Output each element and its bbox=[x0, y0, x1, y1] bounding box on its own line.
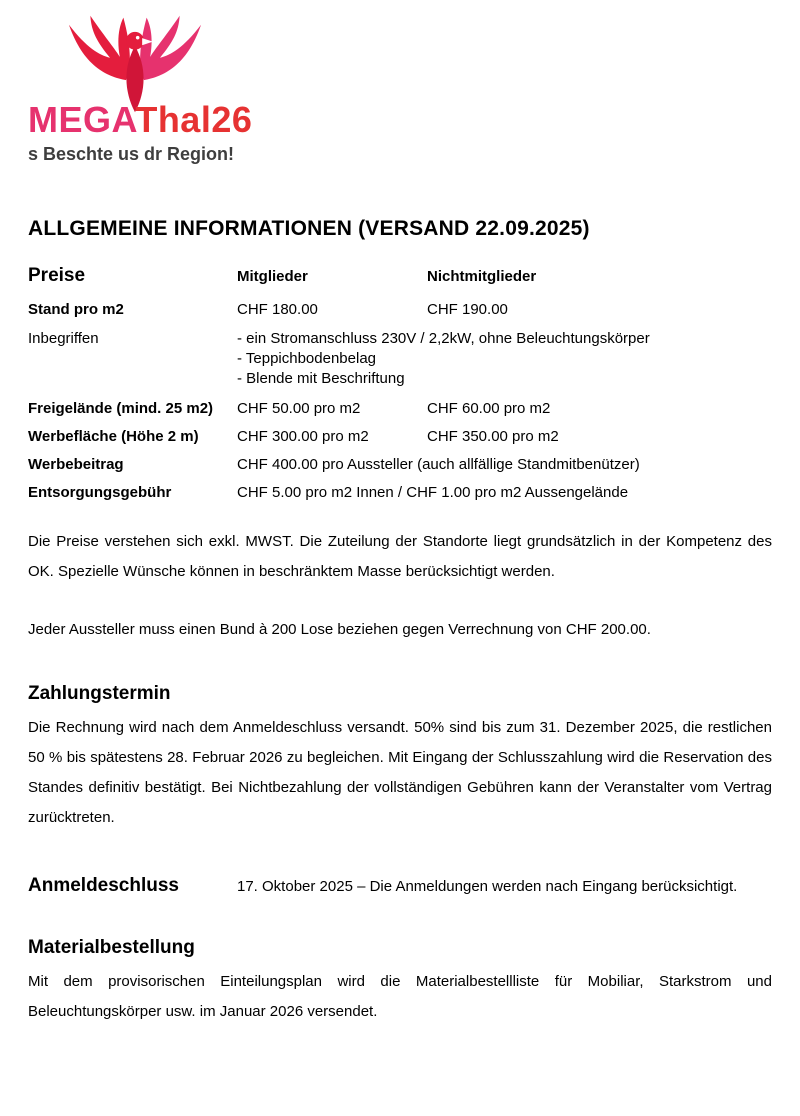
included-list bbox=[237, 329, 772, 389]
materialbestellung-text: Mit dem provisorischen Einteilungsplan wird die Materialbestellliste für Mobiliar, Starkstrom und Beleuchtungskörper usw. im Januar 2026 versendet. bbox=[28, 973, 772, 1020]
included-item: - ein Stromanschluss 230V / 2,2kW, ohne Beleuchtungskörper bbox=[237, 330, 650, 347]
brand-mega: MEGA bbox=[28, 99, 136, 140]
section-heading-materialbestellung: Materialbestellung bbox=[28, 937, 195, 958]
included-item: - Blende mit Beschriftung bbox=[237, 370, 405, 387]
table-row-werbebeitrag bbox=[28, 456, 772, 473]
price-members: CHF 50.00 pro m2 bbox=[237, 400, 361, 417]
eagle-right-wing bbox=[140, 16, 201, 80]
eagle-eye bbox=[136, 36, 140, 40]
brand-wordmark bbox=[28, 99, 772, 140]
price-label: Stand pro m2 bbox=[28, 301, 124, 318]
price-value: CHF 400.00 pro Aussteller (auch allfällige Standmitbenützer) bbox=[237, 456, 640, 473]
eagle-left-wing bbox=[69, 16, 130, 80]
price-label: Werbefläche (Höhe 2 m) bbox=[28, 428, 199, 445]
price-label: Freigelände (mind. 25 m2) bbox=[28, 400, 214, 417]
included-item: - Teppichbodenbelag bbox=[237, 350, 377, 367]
price-nonmembers: CHF 60.00 pro m2 bbox=[427, 400, 551, 417]
price-label: Inbegriffen bbox=[28, 330, 99, 347]
price-members: CHF 300.00 pro m2 bbox=[237, 428, 369, 445]
pricing-header-row bbox=[28, 265, 772, 287]
price-nonmembers: CHF 350.00 pro m2 bbox=[427, 428, 559, 445]
price-nonmembers: CHF 190.00 bbox=[427, 301, 508, 318]
brand-tagline: s Beschte us dr Region! bbox=[28, 144, 235, 164]
brand-thal26: Thal26 bbox=[135, 99, 253, 140]
table-row-stand bbox=[28, 301, 772, 318]
price-label: Werbebeitrag bbox=[28, 456, 124, 473]
price-members: CHF 180.00 bbox=[237, 301, 318, 318]
page-title: ALLGEMEINE INFORMATIONEN (VERSAND 22.09.2025) bbox=[28, 217, 590, 240]
eagle-head bbox=[126, 32, 144, 50]
zahlungstermin-text: Die Rechnung wird nach dem Anmeldeschluss versandt. 50% sind bis zum 31. Dezember 2025, die restlichen 50 % bis spätestens 28. Februar 2026 zu begleichen. Mit Eingang der Schlusszahlung wird die Reservation des Standes definitiv bestätigt. Bei Nichtbezahlung der vollständigen Gebühren kann der Veranstalter vom Vertrag zurücktreten. bbox=[28, 719, 772, 826]
column-header-mitglieder: Mitglieder bbox=[237, 268, 308, 285]
table-row-freigelaende bbox=[28, 400, 772, 417]
section-heading-anmeldeschluss: Anmeldeschluss bbox=[28, 875, 179, 896]
anmeldeschluss-row bbox=[28, 875, 772, 897]
price-label: Entsorgungsgebühr bbox=[28, 484, 172, 501]
lose-note: Jeder Aussteller muss einen Bund à 200 Lose beziehen gegen Verrechnung von CHF 200.00. bbox=[28, 621, 651, 638]
table-row-werbeflaeche bbox=[28, 428, 772, 445]
anmeldeschluss-text: 17. Oktober 2025 – Die Anmeldungen werden nach Eingang berücksichtigt. bbox=[237, 878, 738, 895]
pricing-heading: Preise bbox=[28, 265, 86, 286]
section-heading-zahlungstermin: Zahlungstermin bbox=[28, 683, 171, 704]
column-header-nichtmitglieder: Nichtmitglieder bbox=[427, 268, 537, 285]
logo bbox=[28, 14, 772, 163]
pricing-table bbox=[28, 265, 772, 501]
price-value: CHF 5.00 pro m2 Innen / CHF 1.00 pro m2 Aussengelände bbox=[237, 484, 629, 501]
table-row-entsorgungsgebuehr bbox=[28, 484, 772, 501]
vat-note: Die Preise verstehen sich exkl. MWST. Die Zuteilung der Standorte liegt grundsätzlich in der Kompetenz des OK. Spezielle Wünsche können in beschränktem Masse berücksichtigt werden. bbox=[28, 533, 772, 580]
table-row-inbegriffen bbox=[28, 329, 772, 389]
